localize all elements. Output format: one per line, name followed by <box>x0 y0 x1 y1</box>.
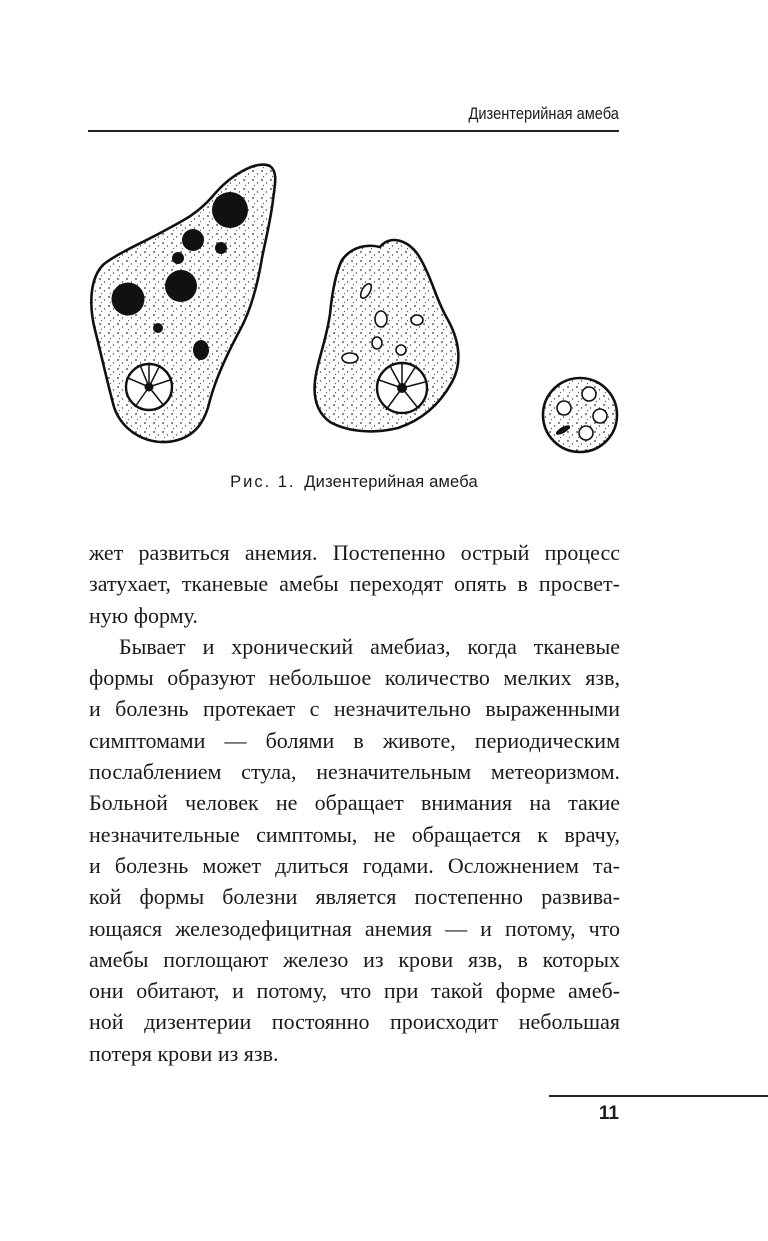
text-line: ную форму. <box>89 602 198 628</box>
text-line: и болезнь может длиться годами. Осложнением та- <box>89 852 620 878</box>
figure-number: Рис. 1. <box>230 473 296 491</box>
figure-caption-text: Дизентерийная амеба <box>304 473 478 491</box>
text-line: они обитают, и потому, что при такой форме амеб- <box>89 978 620 1004</box>
text-line: Больной человек не обращает внимания на такие <box>89 790 620 816</box>
tissue-form-amoeba <box>315 240 459 431</box>
figure-caption <box>0 473 708 492</box>
text-line: амебы поглощают железо из крови язв, в которых <box>89 946 620 972</box>
text-line: кой формы болезни является постепенно развива- <box>89 884 620 910</box>
text-line: формы образуют небольшое количество мелких язв, <box>89 665 620 691</box>
amoeba-illustration <box>80 160 625 455</box>
text-line: жет развиться анемия. Постепенно острый процесс <box>89 540 620 565</box>
text-line: затухает, тканевые амебы переходят опять в просвет- <box>89 571 620 597</box>
page-number: 11 <box>598 1103 619 1124</box>
nucleus-icon <box>126 364 172 410</box>
text-line: Бывает и хронический амебиаз, когда тканевые <box>119 633 620 659</box>
text-line: симптомами — болями в животе, периодическим <box>89 727 620 753</box>
text-line: потеря крови из язв. <box>89 1040 279 1066</box>
body-text <box>89 537 620 1069</box>
footer-divider <box>549 1095 768 1097</box>
text-line: ной дизентерии постоянно происходит небольшая <box>89 1009 620 1035</box>
trophozoite-with-erythrocytes <box>91 165 275 442</box>
header-divider <box>88 130 619 132</box>
running-head-title: Дизентерийная амеба <box>468 104 619 123</box>
text-line: послаблением стула, незначительным метеоризмом. <box>89 759 620 785</box>
nucleus-icon <box>377 363 427 413</box>
text-line: ющаяся железодефицитная анемия — и потому, что <box>89 915 620 941</box>
text-line: и болезнь протекает с незначительно выраженными <box>89 696 620 722</box>
cyst-icon <box>543 378 617 452</box>
text-line: незначительные симптомы, не обращается к врачу, <box>89 821 620 847</box>
